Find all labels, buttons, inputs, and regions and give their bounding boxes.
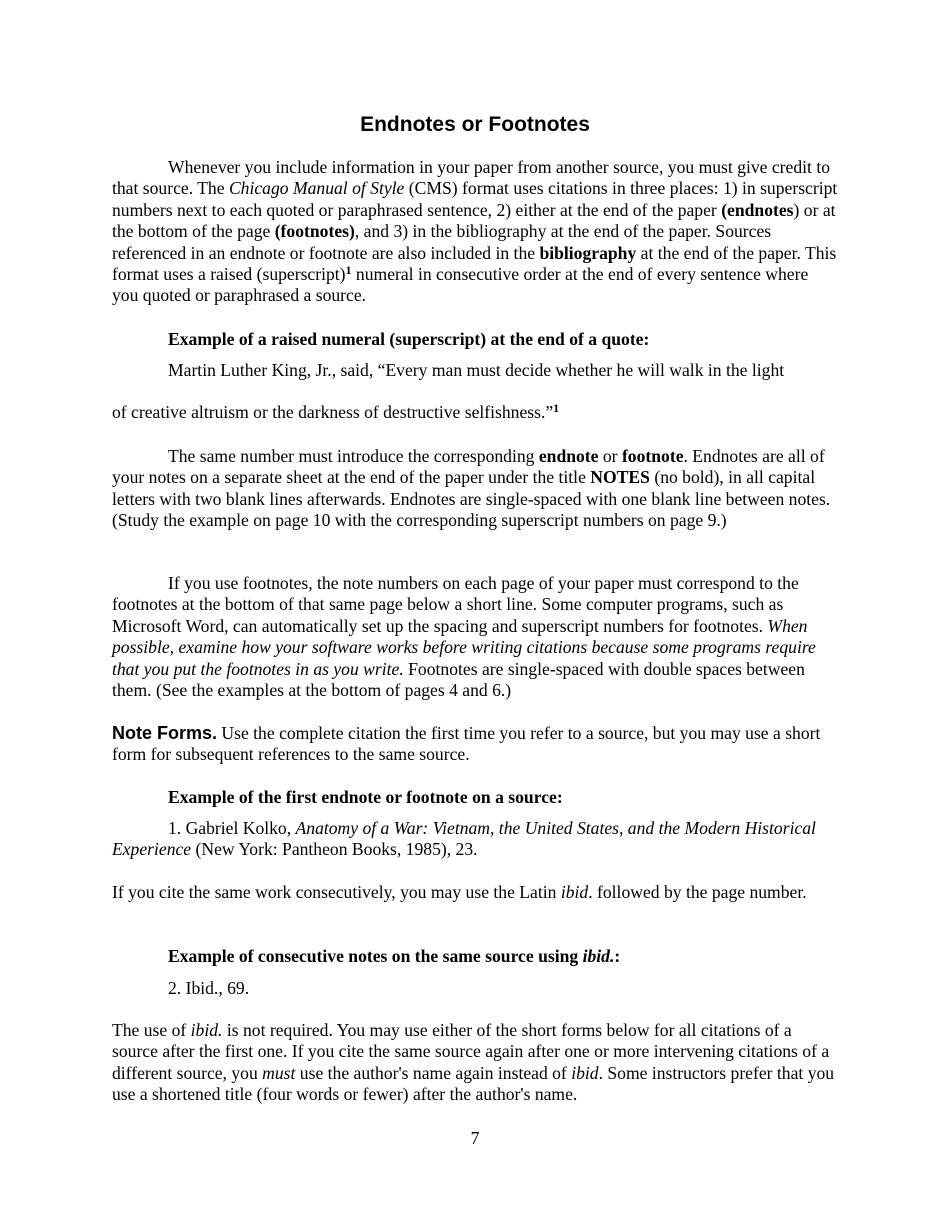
bold-run: footnote [621, 446, 684, 466]
italic-run: Anatomy of a War: Vietnam, the United States, and the Modern Historical Experience [112, 818, 816, 860]
endnote-paragraph [112, 446, 838, 532]
ibid-paragraph [112, 882, 838, 903]
example-heading-first-note: Example of the first endnote or footnote on a source: [168, 787, 563, 807]
text-run: 1. Gabriel Kolko, [168, 818, 296, 838]
text-run: . followed by the page number. [588, 882, 807, 902]
quote-line-1: Martin Luther King, Jr., said, “Every man must decide whether he will walk in the light [168, 360, 785, 380]
text-run: . Endnotes are all of your notes on a separate sheet at the end of the paper under the title [112, 446, 825, 488]
bold-run: (footnotes) [274, 221, 355, 242]
text-run: If you use footnotes, the note numbers on each page of your paper must correspond to the footnotes at the bottom of that same page below a short line. Some computer programs, such as Microsoft Word, can automatically set up the spacing and superscript numbers for footnotes. [112, 573, 799, 636]
quote-line-2 [112, 402, 838, 423]
text-run: : [614, 946, 621, 966]
italic-run: When possible, examine how your software works before writing citations because some programs require that you put the footnotes in as you write. [112, 615, 816, 679]
italic-run: must [262, 1062, 296, 1083]
page-number: 7 [470, 1128, 480, 1148]
text-run: (New York: Pantheon Books, 1985), 23. [191, 839, 478, 860]
text-run: is not required. You may use either of the short forms below for all citations of a source after the first one. If you cite the same source again after one or more intervening citations of a different source, you [112, 1020, 830, 1083]
text-run: use the author's name again instead of [295, 1062, 572, 1083]
text-run: The use of [112, 1020, 191, 1040]
short-forms-paragraph [112, 1020, 838, 1106]
italic-run: ibid. [190, 1020, 223, 1040]
italic-run: Chicago Manual of Style [228, 178, 405, 199]
italic-run: ibid. [582, 946, 615, 966]
text-run: The same number must introduce the corresponding [168, 446, 539, 466]
page-title: Endnotes or Footnotes [360, 113, 590, 136]
bold-run: endnote [538, 446, 599, 466]
text-run: Whenever you include information in your paper from another source, you must give credit to that source. The [112, 157, 831, 199]
bold-run: bibliography [539, 242, 637, 263]
text-run: Example of consecutive notes on the same source using [168, 946, 583, 966]
text-run: (CMS) format uses citations in three places: 1) in superscript numbers next to each quoted or paraphrased sentence, 2) either at the end of the paper [112, 178, 838, 220]
italic-run: ibid [571, 1062, 599, 1083]
example-heading-superscript: Example of a raised numeral (superscript) at the end of a quote: [168, 329, 650, 349]
bold-run: NOTES [590, 467, 650, 488]
section-label: Note Forms. [112, 723, 218, 743]
text-run: ) or at the bottom of the page [112, 199, 836, 242]
italic-run: ibid [560, 882, 589, 902]
text-run: numeral in consecutive order at the end of every sentence where you quoted or paraphrased a source. [112, 264, 809, 306]
example-note-1 [112, 818, 838, 861]
text-run: Footnotes are single-spaced with double spaces between them. (See the examples at the bottom of pages 4 and 6.) [112, 658, 805, 701]
intro-paragraph [112, 157, 838, 307]
note-forms-paragraph [112, 723, 838, 766]
bold-run: (endnotes [721, 199, 794, 220]
text-run: (no bold), in all capital letters with two blank lines afterwards. Endnotes are single-spaced with one blank line between notes. (Study the example on page 10 with the corresponding superscript numbers on page 9.) [112, 467, 831, 531]
text-run: . Some instructors prefer that you use a shortened title (four words or fewer) after the author's name. [112, 1062, 835, 1105]
footnote-paragraph [112, 573, 838, 701]
example-note-2: 2. Ibid., 69. [168, 978, 250, 998]
text-run: of creative altruism or the darkness of destructive selfishness.” [112, 402, 554, 422]
text-run: , and 3) in the bibliography at the end of the paper. Sources referenced in an endnote or footnote are also included in the [112, 221, 772, 263]
text-run: at the end of the paper. This format uses a raised (superscript) [112, 242, 837, 285]
text-run: or [598, 446, 622, 466]
text-run: Use the complete citation the first time you refer to a source, but you may use a short form for subsequent references to the same source. [112, 723, 821, 765]
example-heading-ibid [112, 946, 838, 967]
text-run: If you cite the same work consecutively, you may use the Latin [112, 882, 561, 902]
superscript-numeral: 1 [345, 263, 352, 278]
superscript-numeral: 1 [553, 401, 560, 415]
